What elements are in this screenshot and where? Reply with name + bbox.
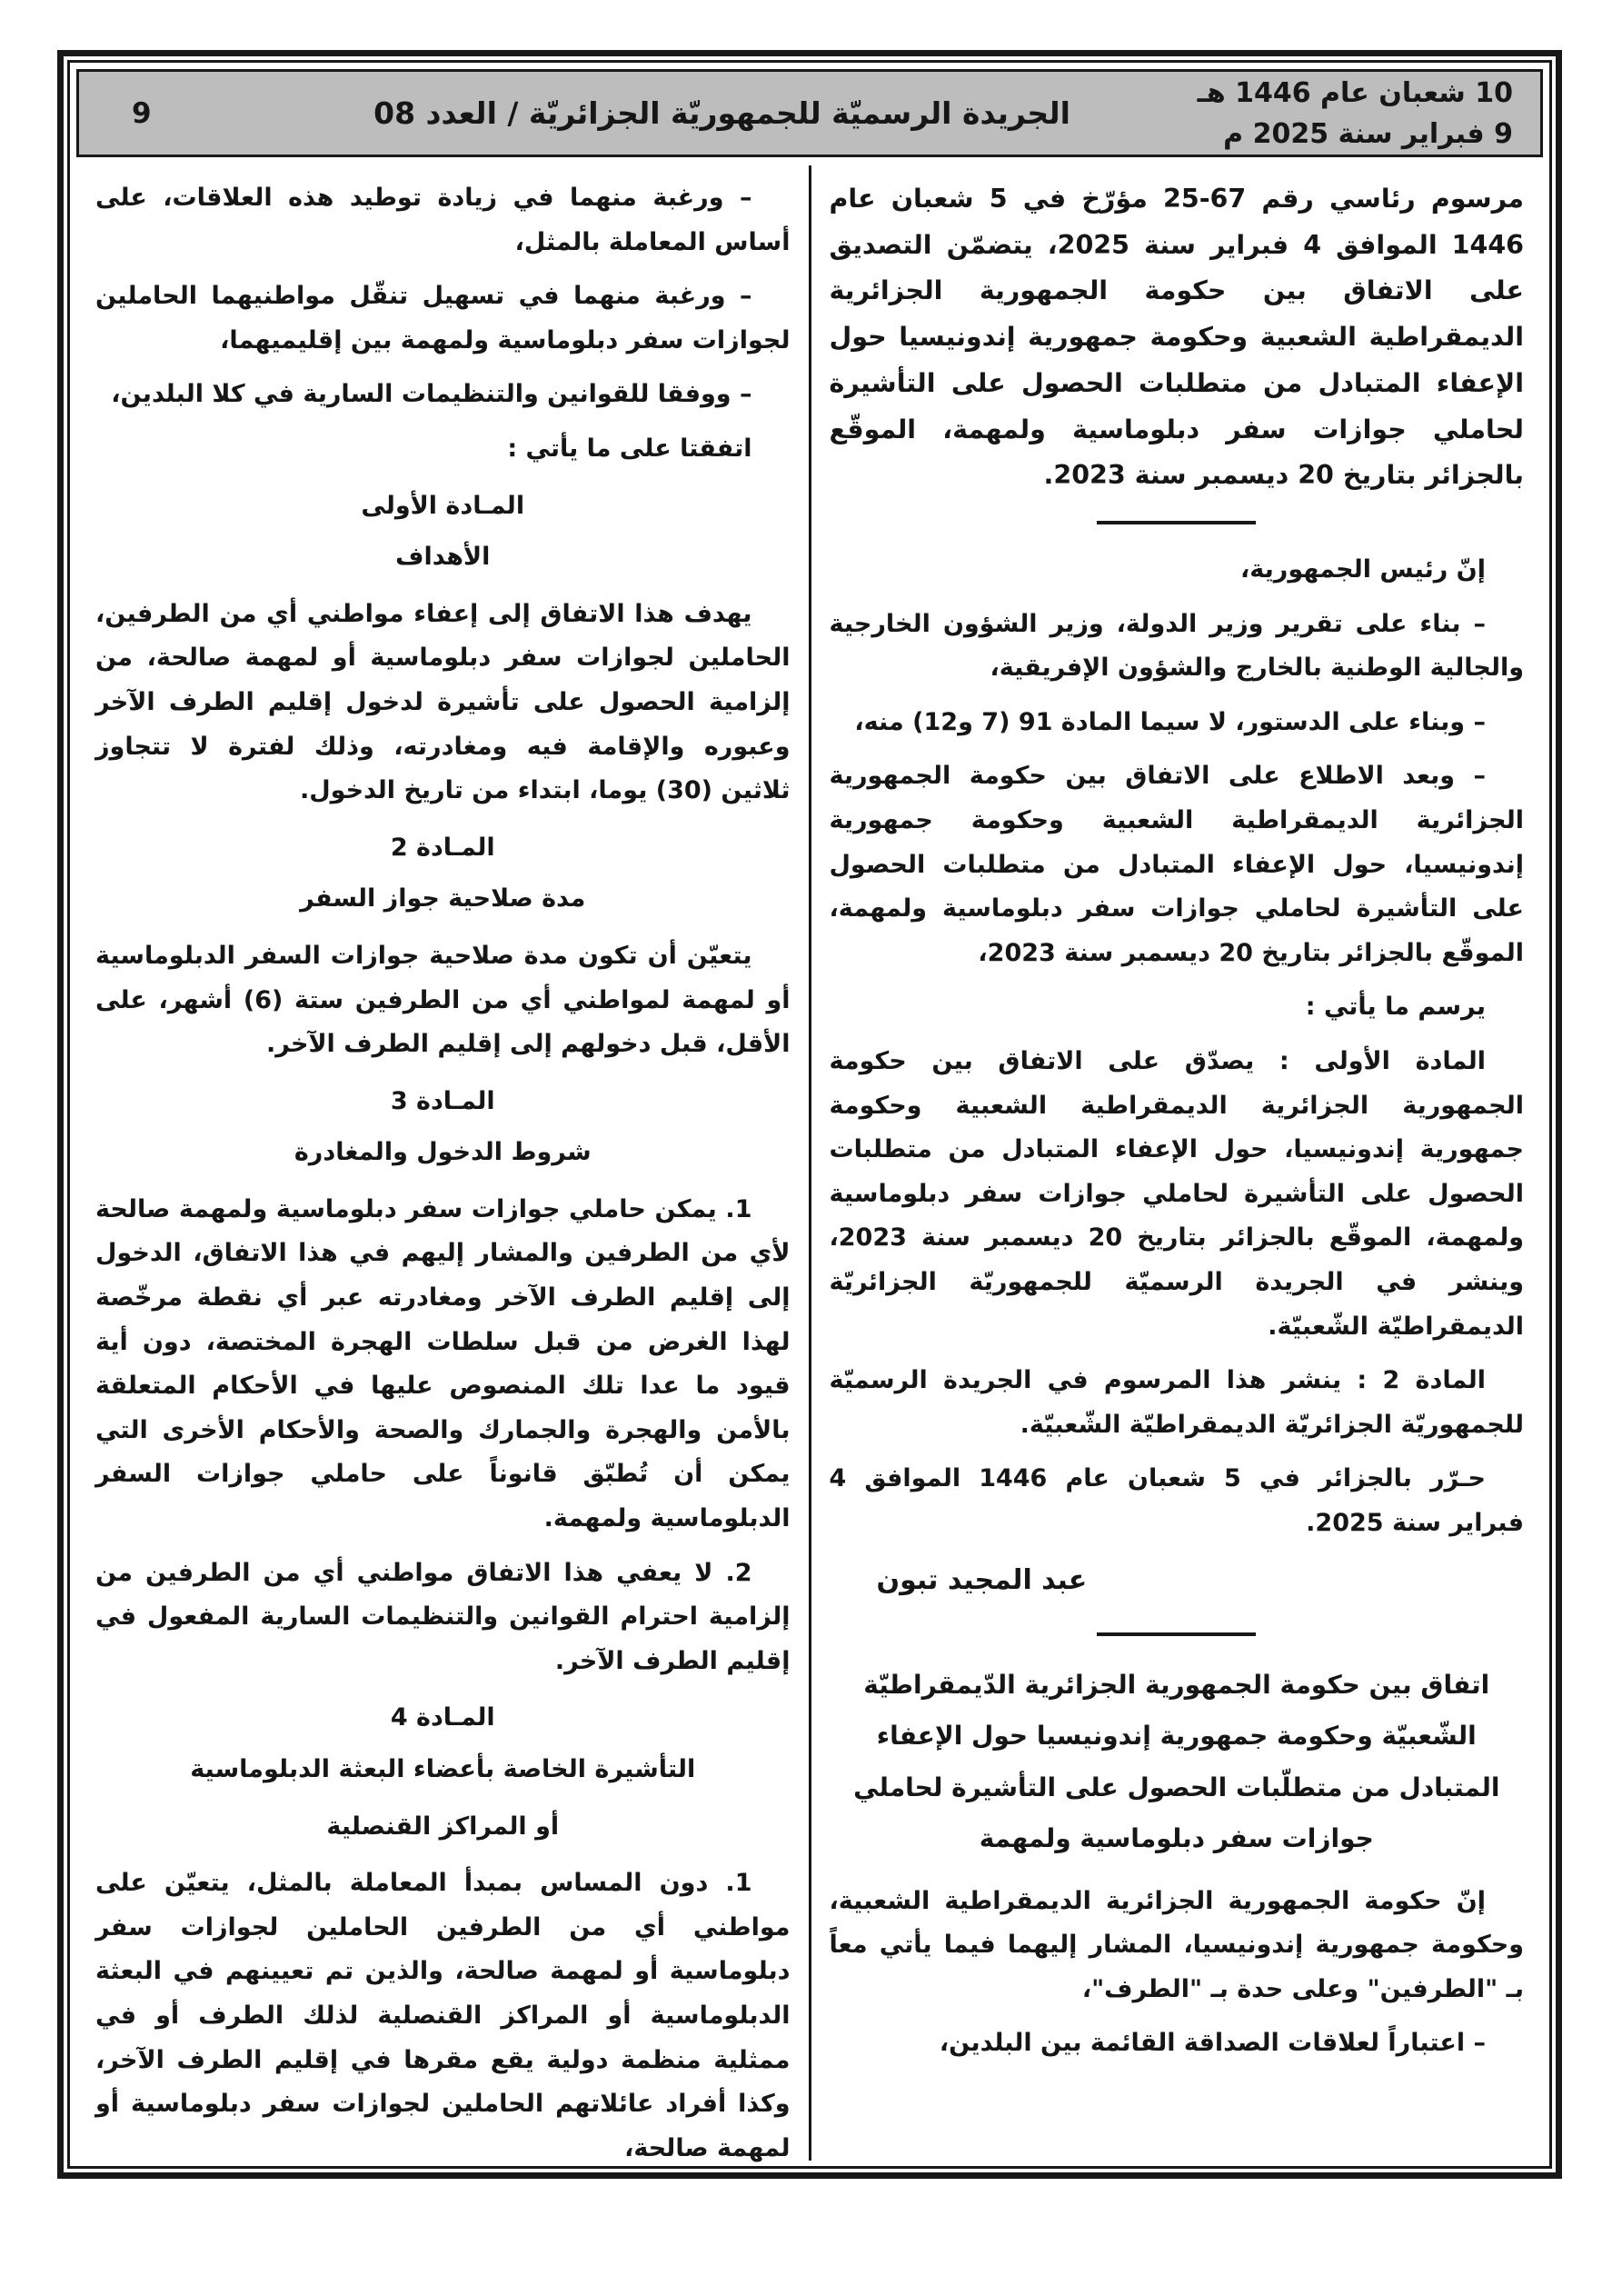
decree-consideration: – وبناء على الدستور، لا سيما المادة 91 (7 و12) منه، (854, 707, 1486, 736)
agreement-agreed-clause: اتفقتا على ما يأتي : (507, 434, 752, 463)
section-separator (1097, 1632, 1256, 1636)
agreement-intro: إنّ حكومة الجمهورية الجزائرية الديمقراطية الشعبية، وحكومة جمهورية إندونيسيا، المشار إليهما فيما يأتي معاً بـ "الطرفين" وعلى حدة بـ "الطرف"، (829, 1886, 1524, 2003)
page-number: 9 (132, 96, 152, 130)
two-column-body (70, 164, 1549, 2166)
article-paragraph: يتعيّن أن تكون مدة صلاحية جوازات السفر الدبلوماسية أو لمهمة لمواطني أي من الطرفين ستة (6) أشهر، على الأقل، قبل دخولهم إلى إقليم الطرف الآخر. (95, 941, 791, 1059)
article-number: المـادة 2 (390, 833, 495, 862)
decree-consideration: – بناء على تقرير وزير الدولة، وزير الشؤون الخارجية والجالية الوطنية بالخارج والشؤون الإفريقية، (829, 609, 1524, 683)
president-signature: عبد المجيد تبون (876, 1563, 1088, 1596)
decree-consideration: – وبعد الاطلاع على الاتفاق بين حكومة الجمهورية الجزائرية الديمقراطية الشعبية وحكومة جمهورية إندونيسيا، حول الإعفاء المتبادل من متطلبات الحصول على التأشيرة لحاملي جوازات سفر دبلوماسية ولمهمة، الموقّع بالجزائر بتاريخ 20 ديسمبر سنة 2023، (829, 762, 1524, 967)
article-heading: التأشيرة الخاصة بأعضاء البعثة الدبلوماسية (190, 1755, 696, 1783)
article-number: المـادة الأولى (361, 491, 525, 520)
date-gregorian: 9 فبراير سنة 2025 م (1223, 117, 1513, 150)
masthead-bar (76, 69, 1543, 157)
decree-intro: إنّ رئيس الجمهورية، (1240, 555, 1486, 584)
agreement-consideration: – ورغبة منهما في تسهيل تنقّل مواطنيهما الحاملين لجوازات سفر دبلوماسية ولمهمة بين إقليميهما، (95, 282, 791, 354)
agreement-title: اتفاق بين حكومة الجمهورية الجزائرية الدّيمقراطيّة الشّعبيّة وحكومة جمهورية إندونيسيا حول الإعفاء المتبادل من متطلّبات الحصول على التأشيرة لحاملي جوازات سفر دبلوماسية ولمهمة (853, 1669, 1500, 1854)
agreement-consideration: – ورغبة منهما في زيادة توطيد هذه العلاقات، على أساس المعاملة بالمثل، (95, 184, 791, 256)
article-heading-line2: أو المراكز القنصلية (326, 1812, 560, 1841)
decree-article-1 (830, 1040, 1525, 1349)
decree-signed-place-date: حـرّر بالجزائر في 5 شعبان عام 1446 الموافق 4 فبراير سنة 2025. (829, 1464, 1524, 1537)
article-paragraph: 1. دون المساس بمبدأ المعاملة بالمثل، يتعيّن على مواطني أي من الطرفين الحاملين لجوازات سفر دبلوماسية أو لمهمة صالحة، والذين تم تعيينهم في البعثة الدبلوماسية أو المراكز القنصلية لذلك الطرف أو في ممثلية منظمة دولية يقع مقرها في إقليم الطرف الآخر، وكذا أفراد عائلاتهم الحاملين لجوازات سفر دبلوماسية أو لمهمة صالحة، (95, 1869, 791, 2162)
agreement-column (79, 165, 807, 2161)
article-heading: مدة صلاحية جواز السفر (300, 884, 586, 913)
section-separator (1097, 521, 1256, 524)
page-frame-inner (67, 60, 1552, 2169)
masthead-dates (1146, 73, 1540, 155)
decree-article-2 (830, 1359, 1525, 1447)
article-number: المـادة 4 (390, 1703, 495, 1732)
date-hijri: 10 شعبان عام 1446 هـ (1197, 76, 1513, 109)
article-text: ينشر هذا المرسوم في الجريدة الرسميّة للجمهوريّة الجزائريّة الديمقراطيّة الشّعبيّة. (829, 1366, 1524, 1439)
agreement-consideration: – اعتباراً لعلاقات الصداقة القائمة بين البلدين، (939, 2029, 1486, 2058)
decree-enact-clause: يرسم ما يأتي : (1305, 993, 1486, 1022)
article-label: المادة الأولى : (1279, 1046, 1486, 1075)
decree-column (813, 165, 1541, 2161)
decree-title: مرسوم رئاسي رقم 67-25 مؤرّخ في 5 شعبان عام 1446 الموافق 4 فبراير سنة 2025، يتضمّن التصديق على الاتفاق بين حكومة الجمهورية الجزائرية الديمقراطية الشعبية وحكومة جمهورية إندونيسيا حول الإعفاء المتبادل من متطلبات الحصول على التأشيرة لحاملي جوازات سفر دبلوماسية ولمهمة، الموقّع بالجزائر بتاريخ 20 ديسمبر سنة 2023. (829, 184, 1524, 491)
article-paragraph: يهدف هذا الاتفاق إلى إعفاء مواطني أي من الطرفين، الحاملين لجوازات سفر دبلوماسية أو لمهمة صالحة، من إلزامية الحصول على تأشيرة لدخول إقليم الطرف الآخر وعبوره والإقامة فيه ومغادرته، وذلك لفترة لا تتجاوز ثلاثين (30) يوما، ابتداء من تاريخ الدخول. (95, 599, 791, 805)
article-text: يصدّق على الاتفاق بين حكومة الجمهورية الجزائرية الديمقراطية الشعبية وحكومة جمهورية إندونيسيا، حول الإعفاء المتبادل من متطلبات الحصول على التأشيرة لحاملي جوازات سفر دبلوماسية ولمهمة، الموقّع بالجزائر بتاريخ 20 ديسمبر سنة 2023، وينشر في الجريدة الرسميّة للجمهوريّة الجزائريّة الديمقراطيّة الشّعبيّة. (829, 1046, 1524, 1341)
article-heading: شروط الدخول والمغادرة (294, 1138, 592, 1167)
page-frame (57, 50, 1562, 2179)
article-number: المـادة 3 (390, 1086, 495, 1115)
journal-title: الجريدة الرسميّة للجمهوريّة الجزائريّة / العدد 08 (373, 95, 1070, 131)
column-divider (809, 165, 811, 2161)
agreement-consideration: – ووفقا للقوانين والتنظيمات السارية في كلا البلدين، (111, 380, 752, 409)
article-paragraph: 1. يمكن حاملي جوازات سفر دبلوماسية ولمهمة صالحة لأي من الطرفين والمشار إليهم في هذا الاتفاق، الدخول إلى إقليم الطرف الآخر ومغادرته عبر أي نقطة مرخّصة لهذا الغرض من قبل سلطات الهجرة المختصة، دون أية قيود ما عدا تلك المنصوص عليها في الأحكام المتعلقة بالأمن والهجرة والجمارك والصحة والأحكام الأخرى التي يمكن أن تُطبّق قانوناً على حاملي جوازات السفر الدبلوماسية ولمهمة. (95, 1194, 791, 1533)
article-heading: الأهداف (395, 543, 491, 572)
article-paragraph: 2. لا يعفي هذا الاتفاق مواطني أي من الطرفين من إلزامية احترام القوانين والتنظيمات السارية المفعول في إقليم الطرف الآخر. (95, 1558, 791, 1675)
article-label: المادة 2 : (1357, 1366, 1486, 1395)
